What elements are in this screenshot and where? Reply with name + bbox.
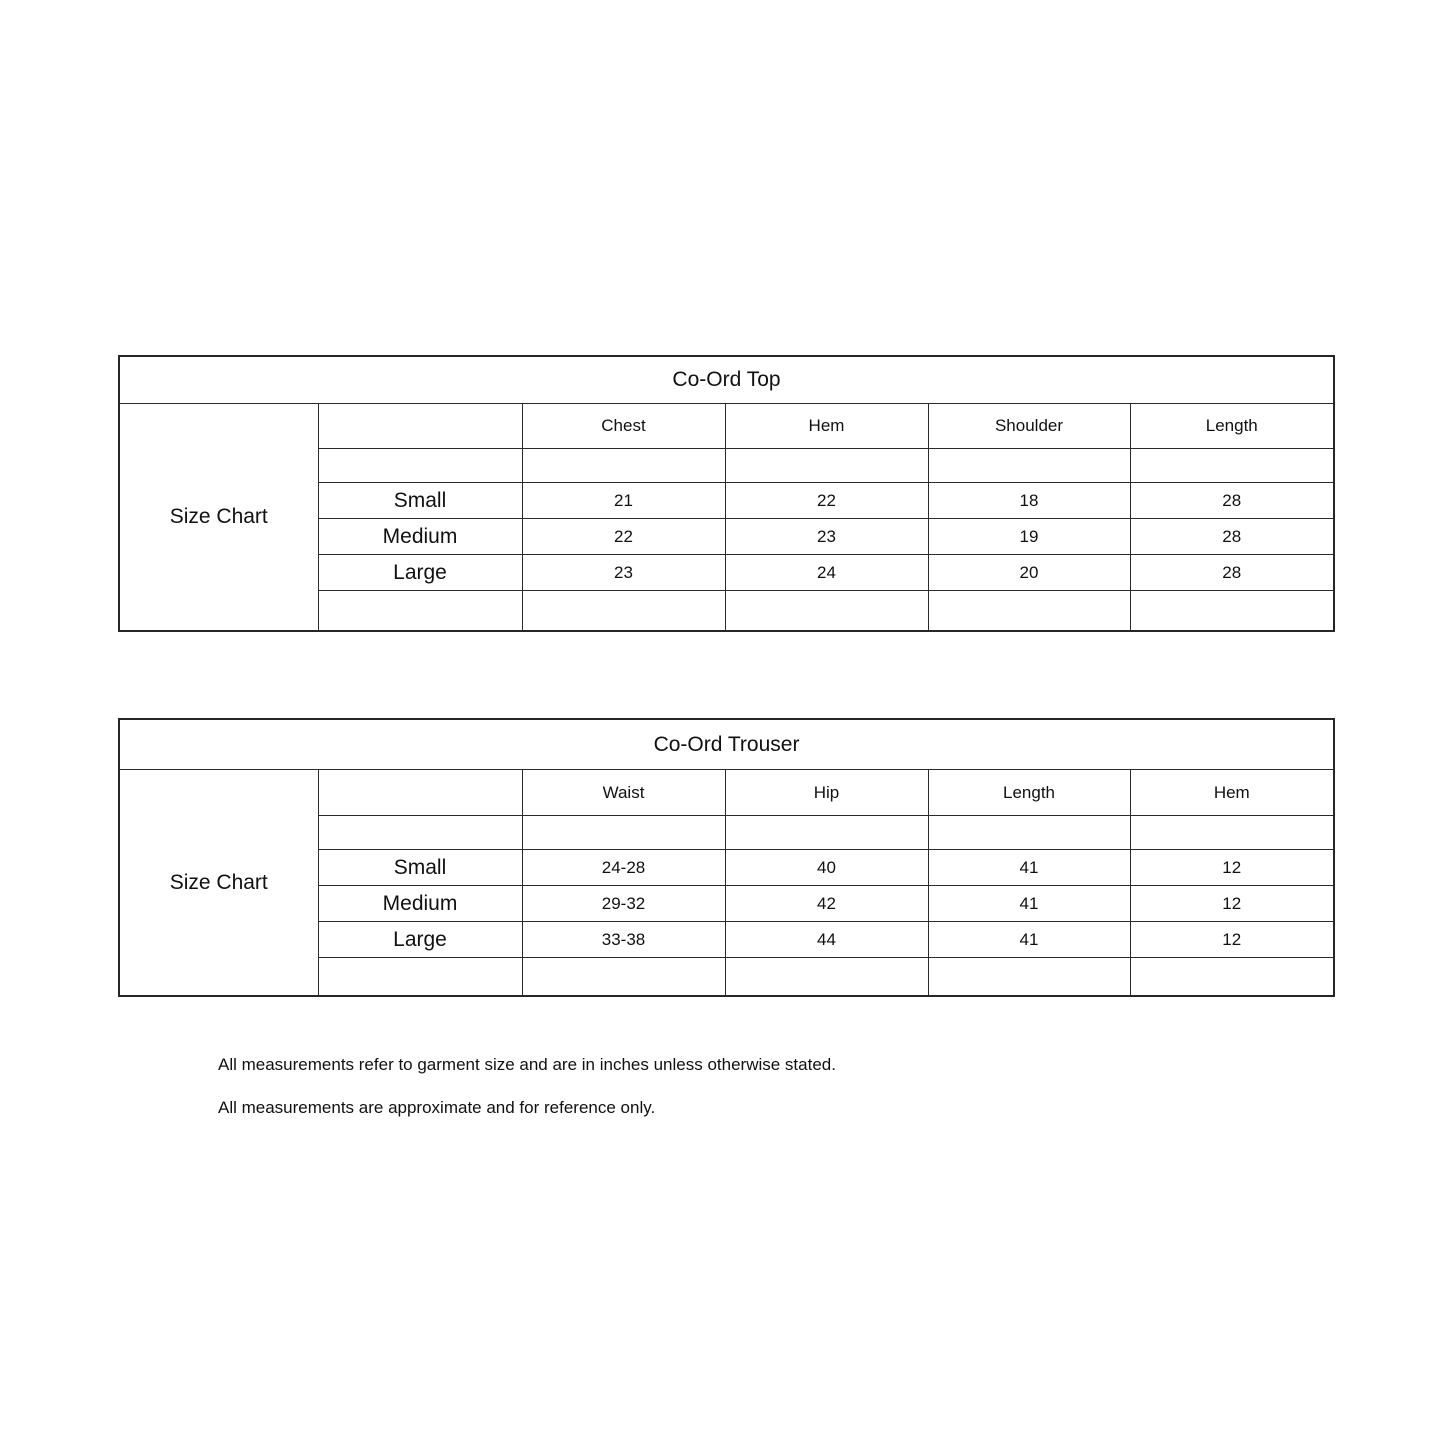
empty-cell: [318, 591, 522, 632]
empty-cell: [318, 816, 522, 850]
size-label: Medium: [318, 519, 522, 555]
measurement-note-units: All measurements refer to garment size and are in inches unless otherwise stated.: [218, 1055, 836, 1074]
coord-top-size-table: [118, 355, 1335, 632]
empty-cell: [725, 591, 928, 632]
empty-cell: [318, 404, 522, 449]
empty-cell: [522, 816, 725, 850]
empty-cell: [522, 591, 725, 632]
column-header-length: Length: [928, 770, 1130, 816]
measurement-value: 33-38: [522, 922, 725, 958]
column-header-waist: Waist: [522, 770, 725, 816]
measurement-value: 19: [928, 519, 1130, 555]
measurement-value: 21: [522, 483, 725, 519]
size-label: Large: [318, 555, 522, 591]
size-chart-side-label: Size Chart: [119, 770, 318, 997]
measurement-value: 12: [1130, 922, 1334, 958]
measurement-value: 22: [725, 483, 928, 519]
size-label: Large: [318, 922, 522, 958]
measurement-value: 28: [1130, 519, 1334, 555]
empty-cell: [1130, 816, 1334, 850]
empty-cell: [928, 958, 1130, 997]
measurement-value: 28: [1130, 555, 1334, 591]
column-header-shoulder: Shoulder: [928, 404, 1130, 449]
size-chart-side-label: Size Chart: [119, 404, 318, 632]
measurement-value: 12: [1130, 886, 1334, 922]
measurement-value: 41: [928, 922, 1130, 958]
empty-cell: [318, 770, 522, 816]
measurement-value: 24: [725, 555, 928, 591]
measurement-value: 40: [725, 850, 928, 886]
empty-cell: [522, 958, 725, 997]
measurement-value: 24-28: [522, 850, 725, 886]
measurement-value: 29-32: [522, 886, 725, 922]
size-label: Small: [318, 850, 522, 886]
empty-cell: [725, 816, 928, 850]
measurement-value: 42: [725, 886, 928, 922]
empty-cell: [725, 958, 928, 997]
empty-cell: [1130, 591, 1334, 632]
size-label: Medium: [318, 886, 522, 922]
table-title: Co-Ord Trouser: [119, 719, 1334, 770]
coord-trouser-size-table: [118, 718, 1335, 997]
empty-cell: [928, 591, 1130, 632]
measurement-value: 44: [725, 922, 928, 958]
measurement-value: 20: [928, 555, 1130, 591]
measurement-value: 23: [522, 555, 725, 591]
column-header-chest: Chest: [522, 404, 725, 449]
empty-cell: [522, 449, 725, 483]
measurement-value: 41: [928, 850, 1130, 886]
measurement-value: 22: [522, 519, 725, 555]
empty-cell: [318, 958, 522, 997]
measurement-value: 12: [1130, 850, 1334, 886]
empty-cell: [928, 449, 1130, 483]
empty-cell: [928, 816, 1130, 850]
measurement-value: 18: [928, 483, 1130, 519]
empty-cell: [1130, 449, 1334, 483]
table-title: Co-Ord Top: [119, 356, 1334, 404]
measurement-value: 41: [928, 886, 1130, 922]
measurement-value: 28: [1130, 483, 1334, 519]
empty-cell: [725, 449, 928, 483]
column-header-length: Length: [1130, 404, 1334, 449]
size-label: Small: [318, 483, 522, 519]
column-header-hip: Hip: [725, 770, 928, 816]
measurement-note-approximate: All measurements are approximate and for reference only.: [218, 1098, 656, 1117]
measurement-value: 23: [725, 519, 928, 555]
column-header-hem: Hem: [1130, 770, 1334, 816]
column-header-hem: Hem: [725, 404, 928, 449]
empty-cell: [1130, 958, 1334, 997]
empty-cell: [318, 449, 522, 483]
